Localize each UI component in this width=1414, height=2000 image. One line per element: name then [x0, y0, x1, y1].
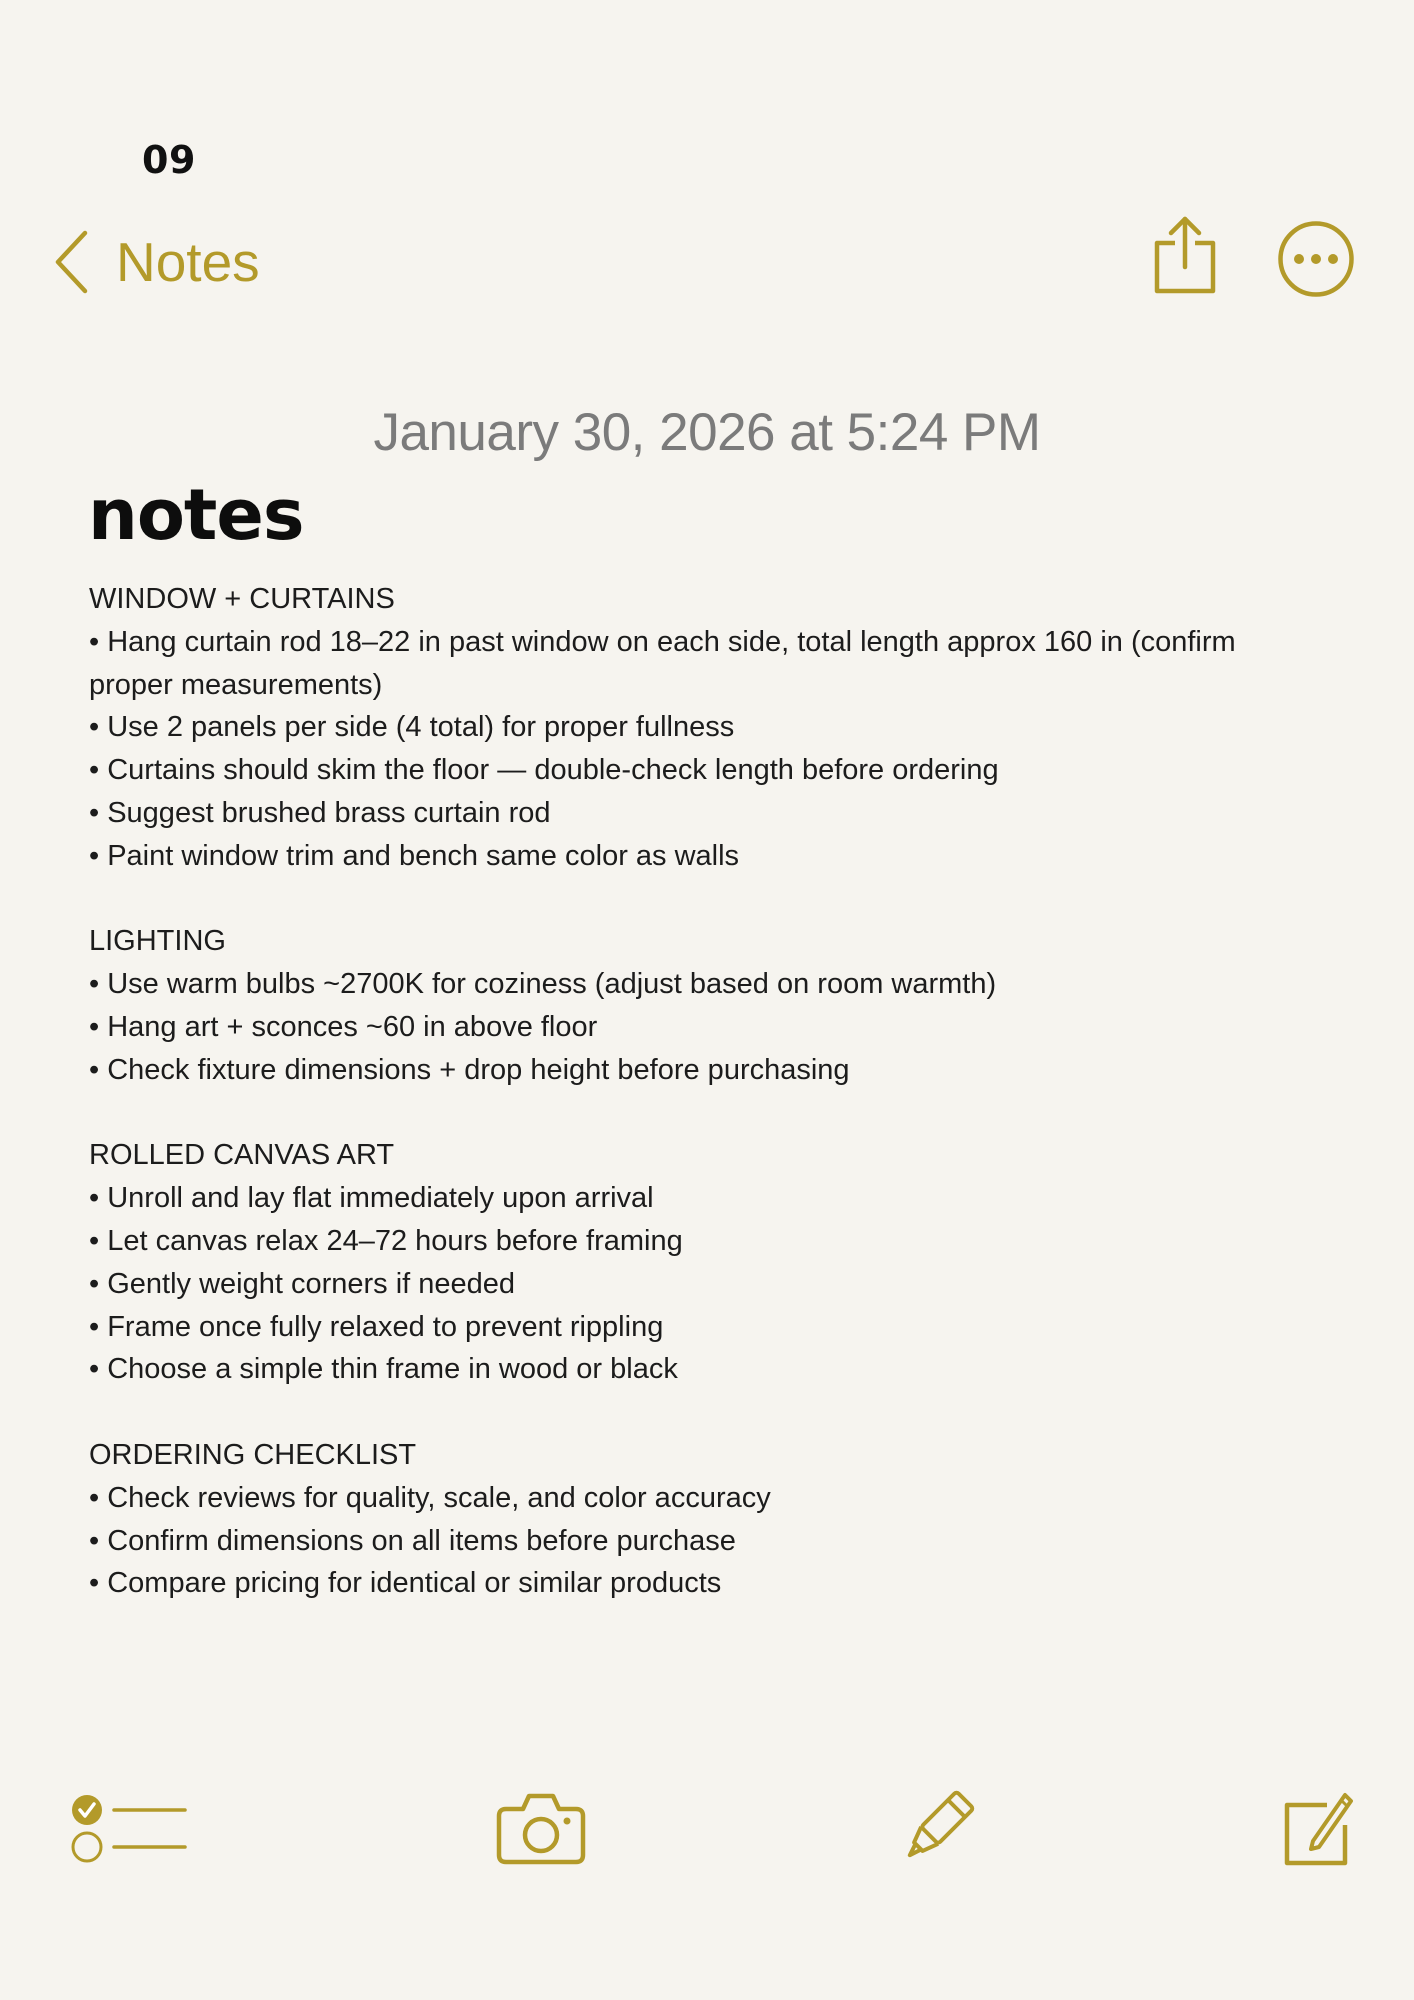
compose-button[interactable] [1283, 1791, 1357, 1867]
bullet-item: • Hang curtain rod 18–22 in past window on each side, total length approx 160 in (confirm proper measurements) [89, 625, 1236, 701]
section-heading: ROLLED CANVAS ART [89, 1139, 395, 1172]
back-button-label: Notes [116, 230, 260, 293]
note-section-ordering-checklist [89, 1434, 1289, 1605]
note-section-lighting [89, 920, 1289, 1091]
section-heading: WINDOW + CURTAINS [89, 583, 395, 615]
more-options-button[interactable] [1277, 220, 1355, 298]
section-heading: LIGHTING [89, 925, 226, 958]
bullet-item: • Check fixture dimensions + drop height before purchasing [89, 1053, 850, 1086]
bullet-item: • Check reviews for quality, scale, and color accuracy [89, 1481, 771, 1514]
checklist-icon [70, 1793, 188, 1863]
bullet-item: • Paint window trim and bench same color as walls [89, 839, 740, 872]
note-title: notes [88, 474, 304, 556]
note-section-rolled-canvas-art [89, 1134, 1289, 1391]
bullet-item: • Choose a simple thin frame in wood or black [89, 1353, 678, 1386]
share-icon [1152, 214, 1218, 294]
more-options-icon [1277, 220, 1355, 298]
bullet-item: • Curtains should skim the floor — double-check length before ordering [89, 754, 999, 787]
bullet-item: • Let canvas relax 24–72 hours before framing [89, 1224, 683, 1257]
status-bar-time: 09 [142, 138, 196, 182]
bullet-item: • Gently weight corners if needed [89, 1267, 516, 1300]
bullet-item: • Suggest brushed brass curtain rod [89, 796, 551, 829]
note-section-window-curtains [89, 578, 1289, 878]
note-body[interactable] [89, 578, 1289, 1648]
bullet-item: • Frame once fully relaxed to prevent rippling [89, 1310, 664, 1343]
bullet-item: • Compare pricing for identical or similar products [89, 1567, 722, 1600]
bullet-item: • Unroll and lay flat immediately upon arrival [89, 1182, 654, 1215]
chevron-left-icon [52, 229, 92, 295]
markup-button[interactable] [896, 1790, 976, 1868]
note-timestamp: January 30, 2026 at 5:24 PM [373, 403, 1041, 462]
compose-icon [1283, 1791, 1357, 1867]
back-button[interactable] [52, 222, 260, 302]
bullet-item: • Confirm dimensions on all items before purchase [89, 1524, 736, 1557]
share-button[interactable] [1152, 214, 1218, 294]
camera-icon [495, 1792, 587, 1866]
bullet-item: • Use warm bulbs ~2700K for coziness (adjust based on room warmth) [89, 968, 997, 1001]
markup-pen-icon [896, 1790, 976, 1868]
checklist-button[interactable] [70, 1793, 188, 1863]
camera-button[interactable] [495, 1792, 587, 1866]
section-heading: ORDERING CHECKLIST [89, 1438, 417, 1471]
bullet-item: • Hang art + sconces ~60 in above floor [89, 1010, 598, 1043]
bullet-item: • Use 2 panels per side (4 total) for proper fullness [89, 711, 735, 744]
